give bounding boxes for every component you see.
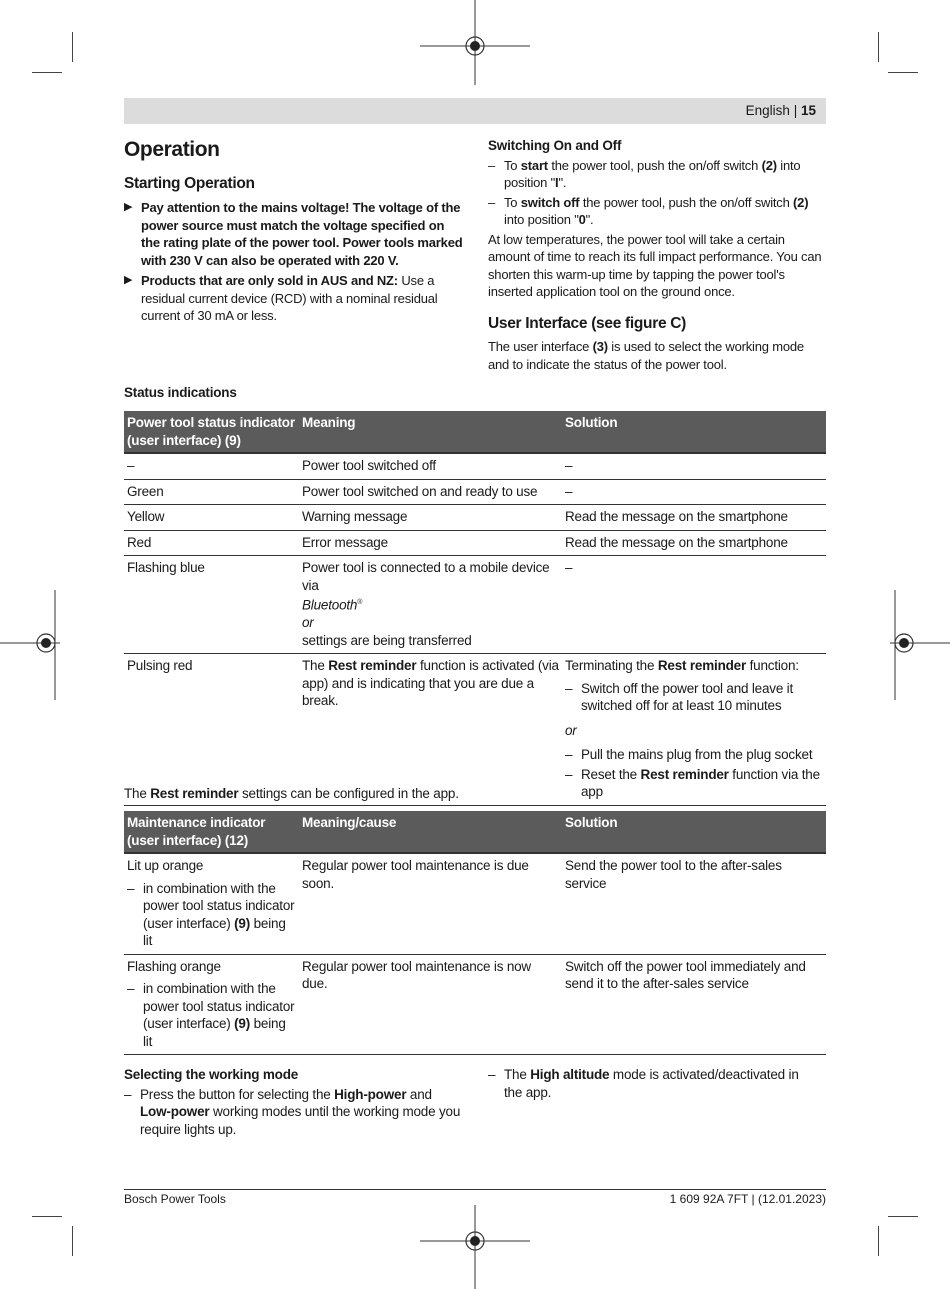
registration-mark-bottom bbox=[420, 1205, 530, 1289]
table-row: Flashing blue Power tool is connected to a mobile device via Bluetooth® or settings are being transferred – bbox=[124, 556, 826, 654]
warning-bullet bbox=[124, 199, 464, 269]
page-header bbox=[124, 98, 826, 124]
working-mode-right bbox=[488, 1066, 818, 1103]
rcd-text: Use a residual current device (RCD) with a nominal residual current of 30 mA or less. bbox=[141, 273, 438, 323]
registration-mark-right bbox=[890, 590, 950, 700]
table-row: Lit up orange – in combination with the power tool status indicator (user interface) (9) being lit Regular power tool maintenance is due soon. Send the power tool to the after-sales service bbox=[124, 853, 826, 954]
user-interface-heading: User Interface (see figure C) bbox=[488, 314, 687, 332]
column-header: Solution bbox=[562, 411, 826, 453]
aus-nz-label: Products that are only sold in AUS and NZ: bbox=[141, 273, 398, 288]
left-column bbox=[124, 138, 464, 328]
crop-mark bbox=[72, 1226, 73, 1256]
table-header-row bbox=[124, 811, 826, 853]
header-text bbox=[746, 103, 816, 118]
crop-mark bbox=[72, 32, 73, 62]
table-row: – Power tool switched off – bbox=[124, 453, 826, 479]
list-item: – The High altitude mode is activated/deactivated in the app. bbox=[488, 1067, 799, 1100]
footer-left: Bosch Power Tools bbox=[124, 1192, 226, 1206]
crop-mark bbox=[888, 1216, 918, 1217]
voltage-warning: Pay attention to the mains voltage! The voltage of the power source must match the voltage specified on the rating plate of the power tool. Power tools marked with 230 V can also be operated with 220 V. bbox=[141, 200, 463, 268]
registration-mark-left bbox=[0, 590, 60, 700]
column-header: Meaning/cause bbox=[299, 811, 562, 853]
table-row: Flashing orange – in combination with the power tool status indicator (user interface) (9) being lit Regular power tool maintenance is now due. Switch off the power tool immediately and send it to the after-sales service bbox=[124, 954, 826, 1055]
working-mode-heading: Selecting the working mode bbox=[124, 1067, 299, 1082]
list-item: – To start the power tool, push the on/off switch (2) into position "I". bbox=[488, 157, 801, 190]
column-header: Meaning bbox=[299, 411, 562, 453]
status-table bbox=[124, 411, 826, 806]
list-item: – To switch off the power tool, push the on/off switch (2) into position "0". bbox=[488, 194, 809, 227]
table-row: Green Power tool switched on and ready to use – bbox=[124, 479, 826, 505]
crop-mark bbox=[888, 72, 918, 73]
warmup-paragraph: At low temperatures, the power tool will take a certain amount of time to reach its full impact performance. You can shorten this warm-up time by tapping the power tool's inserted application tool on the ground once. bbox=[488, 231, 822, 299]
table-header-row bbox=[124, 411, 826, 453]
column-header: Maintenance indicator (user interface) (12) bbox=[124, 811, 299, 853]
working-mode-left bbox=[124, 1066, 466, 1140]
crop-mark bbox=[32, 1216, 62, 1217]
registration-mark-top bbox=[420, 0, 530, 85]
table-row: Red Error message Read the message on the smartphone bbox=[124, 530, 826, 556]
column-header: Power tool status indicator (user interface) (9) bbox=[124, 411, 299, 453]
maintenance-table bbox=[124, 811, 826, 1055]
table-row: Pulsing red The Rest reminder function is activated (via app) and is indicating that you are due a break. Terminating the Rest reminder function: – Switch off the power tool and leave it switched off for at least 10 minutes or – Pull the mains plug from the plug socket – Reset the Rest reminder function via the app bbox=[124, 654, 826, 806]
crop-mark bbox=[32, 72, 62, 73]
footer-right: 1 609 92A 7FT | (12.01.2023) bbox=[669, 1192, 826, 1206]
crop-mark bbox=[878, 32, 879, 62]
bullet-triangle-icon: ▶ bbox=[124, 201, 133, 213]
warning-bullet bbox=[124, 272, 464, 325]
crop-mark bbox=[878, 1226, 879, 1256]
table-row: Yellow Warning message Read the message on the smartphone bbox=[124, 505, 826, 531]
right-column bbox=[488, 137, 826, 373]
section-title: Operation bbox=[124, 138, 220, 161]
user-interface-paragraph: The user interface (3) is used to select the working mode and to indicate the status of the power tool. bbox=[488, 339, 804, 372]
header-separator: | bbox=[793, 103, 798, 118]
bullet-triangle-icon: ▶ bbox=[124, 274, 133, 286]
footer-rule bbox=[124, 1189, 826, 1190]
rest-reminder-note: The Rest reminder settings can be configured in the app. bbox=[124, 786, 459, 801]
starting-operation-heading: Starting Operation bbox=[124, 175, 255, 192]
header-language: English bbox=[745, 103, 790, 118]
switching-heading: Switching On and Off bbox=[488, 138, 622, 153]
status-heading: Status indications bbox=[124, 385, 237, 400]
page-number: 15 bbox=[800, 103, 816, 118]
list-item: – Press the button for selecting the High-power and Low-power working modes until the working mode you require lights up. bbox=[124, 1086, 461, 1137]
column-header: Solution bbox=[562, 811, 826, 853]
